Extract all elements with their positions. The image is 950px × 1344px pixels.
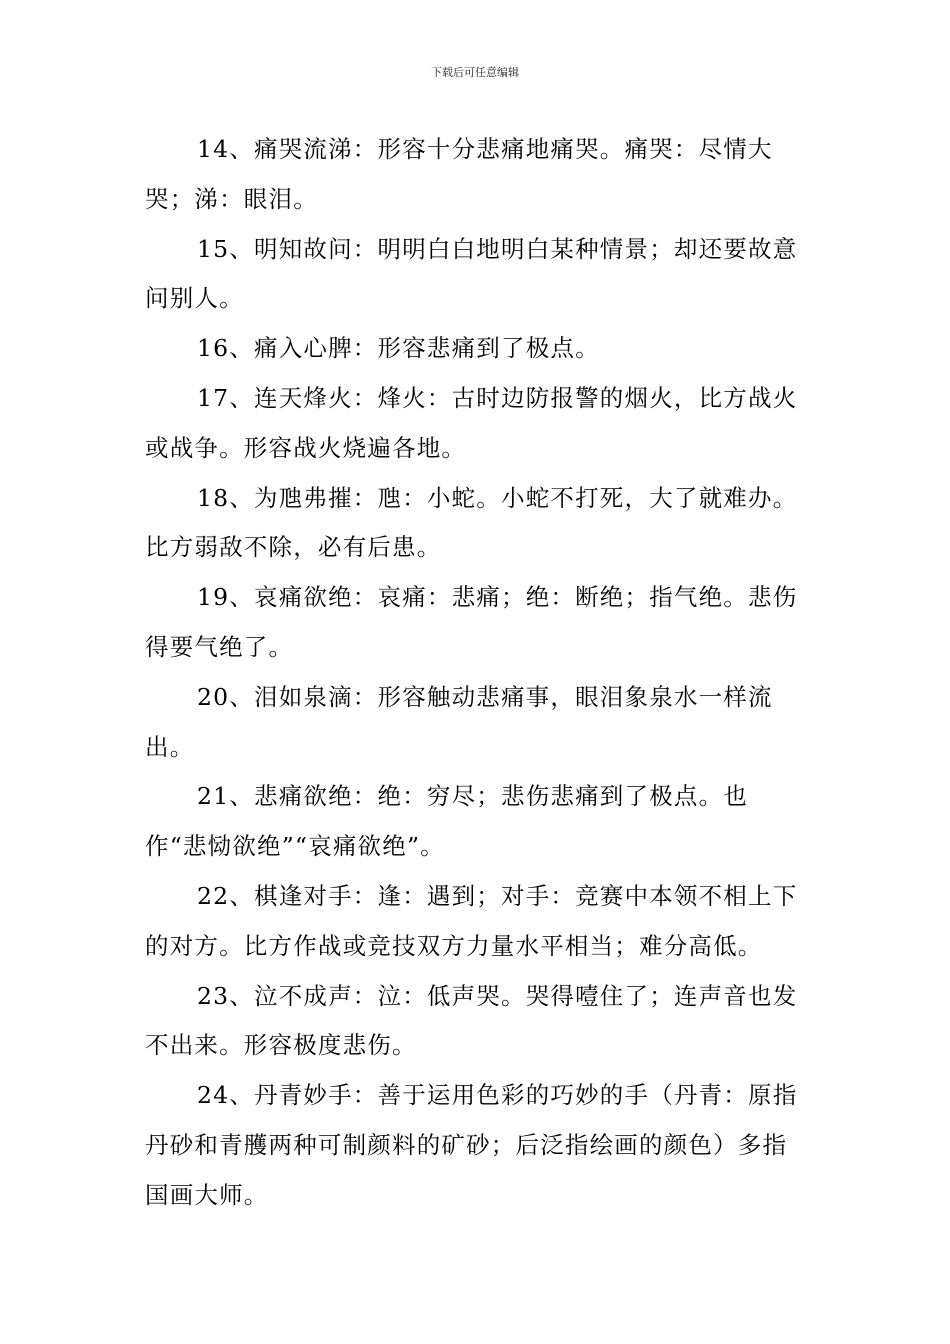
page-header: 下载后可任意编辑 [431, 66, 519, 79]
idiom-entry-20: 20、泪如泉滴：形容触动悲痛事，眼泪象泉水一样流出。 [145, 682, 773, 761]
idiom-entry-18: 18、为虺弗摧：虺：小蛇。小蛇不打死，大了就难办。比方弱敌不除，必有后患。 [145, 483, 798, 562]
idiom-entry-19: 19、哀痛欲绝：哀痛：悲痛；绝：断绝；指气绝。悲伤得要气绝了。 [145, 583, 798, 661]
idiom-entry-24: 24、丹青妙手：善于运用色彩的巧妙的手（丹青：原指丹砂和青雘两种可制颜料的矿砂；后泛指绘画的颜色）多指国画大师。 [145, 1081, 798, 1209]
idiom-entry-14: 14、痛哭流涕：形容十分悲痛地痛哭。痛哭：尽情大哭；涕：眼泪。 [145, 135, 773, 213]
idiom-entry-16: 16、痛入心脾：形容悲痛到了极点。 [197, 334, 600, 363]
idiom-entry-22: 22、棋逢对手：逢：遇到；对手：竞赛中本领不相上下的对方。比方作战或竞技双方力量水平相当；难分高低。 [145, 881, 798, 960]
idiom-entry-17: 17、连天烽火：烽火：古时边防报警的烟火，比方战火或战争。形容战火烧遍各地。 [145, 383, 798, 462]
idiom-entry-15: 15、明知故问：明明白白地明白某种情景；却还要故意问别人。 [145, 234, 798, 313]
idiom-entry-23: 23、泣不成声：泣：低声哭。哭得噎住了；连声音也发不出来。形容极度悲伤。 [145, 981, 798, 1060]
idiom-list [145, 125, 810, 1221]
idiom-entry-21: 21、悲痛欲绝：绝：穷尽；悲伤悲痛到了极点。也作“悲恸欲绝”“哀痛欲绝”。 [145, 782, 749, 861]
